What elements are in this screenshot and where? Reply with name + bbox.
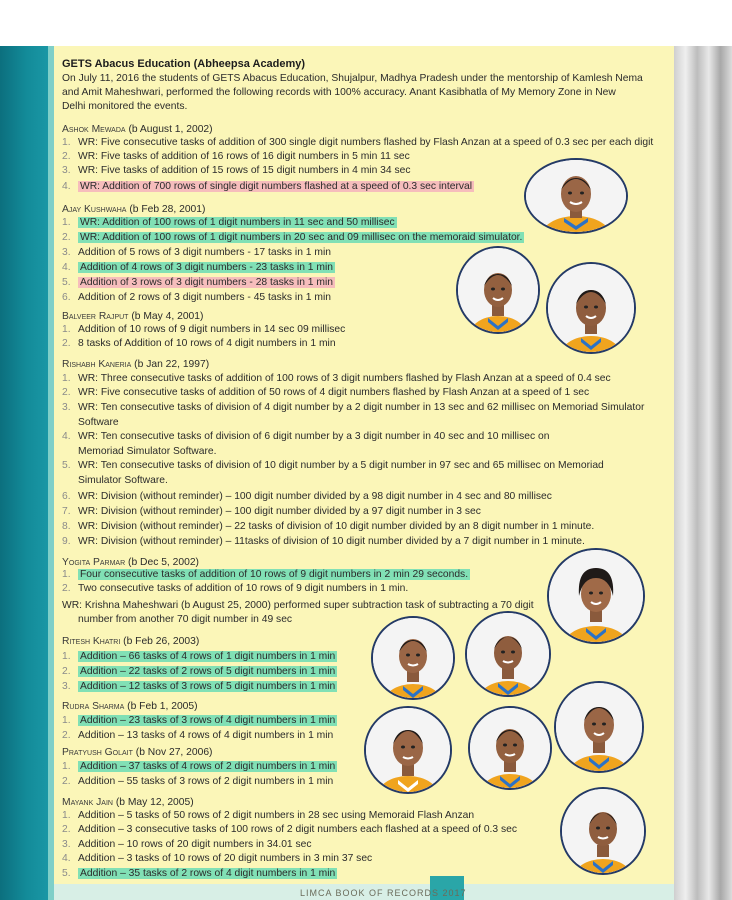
record-item: [62, 535, 585, 548]
record-item: [62, 246, 331, 259]
record-text-highlighted: WR: Addition of 100 rows of 1 digit numbers in 11 sec and 50 millisec: [80, 217, 395, 228]
record-number: 1.: [62, 810, 71, 821]
record-text-highlighted: Addition – 23 tasks of 3 rows of 4 digit numbers in 1 min: [80, 715, 336, 726]
record-item: [62, 231, 524, 244]
record-item: [62, 416, 119, 429]
student-heading: [62, 358, 209, 371]
book-page-edges: [674, 46, 732, 900]
intro-line: Delhi monitored the events.: [62, 101, 188, 112]
record-item: [62, 430, 549, 443]
student-name: Mayank Jain: [62, 797, 113, 808]
record-number: 6.: [62, 491, 71, 502]
student-photo: [547, 548, 645, 644]
record-number: 2.: [62, 387, 71, 398]
student-name: Ajay Kushwaha: [62, 204, 127, 215]
record-item: [62, 760, 337, 773]
student-birth: (b May 4, 2001): [131, 311, 204, 322]
student-heading: [62, 203, 205, 216]
student-heading: [62, 796, 194, 809]
student-birth: (b Dec 5, 2002): [128, 557, 199, 568]
page-top-margin: [0, 0, 732, 46]
record-text: WR: Five consecutive tasks of addition of 50 rows of 4 digit numbers flashed by Flash Anzan at a speed of 1 sec: [78, 387, 590, 398]
record-number: 1.: [62, 324, 71, 335]
record-text: Addition – 3 tasks of 10 rows of 20 digit numbers in 3 min 37 sec: [78, 853, 373, 864]
record-item: [62, 729, 333, 742]
record-text-highlighted: Addition – 35 tasks of 2 rows of 4 digit numbers in 1 min: [80, 868, 336, 879]
record-text: WR: Division (without reminder) – 100 digit number divided by a 98 digit number in 4 sec and 80 millisec: [78, 491, 552, 502]
krishna-record: number from another 70 digit number in 49 sec: [78, 614, 293, 625]
record-text-highlighted: Addition of 3 rows of 3 digit numbers - 28 tasks in 1 min: [80, 277, 333, 288]
record-item: [62, 291, 331, 304]
record-item: [62, 337, 336, 350]
record-text: Simulator Software.: [78, 475, 168, 486]
record-item: [62, 459, 604, 472]
record-item: [62, 490, 552, 503]
record-text: WR: Five consecutive tasks of addition of 300 single digit numbers flashed by Flash Anzan at a speed of 0.3 sec per each digit: [78, 137, 654, 148]
record-item: [62, 323, 345, 336]
record-number: 2.: [62, 776, 71, 787]
record-number: 2.: [62, 338, 71, 349]
record-text: WR: Ten consecutive tasks of division of 6 digit number by a 3 digit number in 40 sec and 10 millisec on: [78, 431, 550, 442]
record-item: [62, 150, 410, 163]
record-item: [62, 838, 312, 851]
record-text-highlighted: Addition – 22 tasks of 2 rows of 5 digit numbers in 1 min: [80, 666, 336, 677]
record-item: [62, 775, 333, 788]
record-number: 2.: [62, 151, 71, 162]
student-photo: [364, 706, 452, 794]
record-text: Software: [78, 417, 119, 428]
record-item: [62, 401, 644, 414]
record-text: Addition of 2 rows of 3 digit numbers - 45 tasks in 1 min: [78, 292, 331, 303]
record-text: WR: Division (without reminder) – 22 tasks of division of 10 digit number divided by an 8 digit number in 1 minute.: [78, 521, 595, 532]
record-item: [62, 582, 408, 595]
record-number: 3.: [62, 839, 71, 850]
student-photo: [524, 158, 628, 234]
record-text: Addition – 13 tasks of 4 rows of 4 digit numbers in 1 min: [78, 730, 334, 741]
footer-book-title: LIMCA BOOK OF RECORDS 2017: [300, 888, 467, 898]
record-text-highlighted: Addition of 4 rows of 3 digit numbers - 23 tasks in 1 min: [80, 262, 333, 273]
page-left-teal-border: [0, 46, 48, 900]
record-number: 1.: [62, 137, 71, 148]
record-text: Addition – 10 rows of 20 digit numbers in 34.01 sec: [78, 839, 312, 850]
record-text-highlighted: Addition – 12 tasks of 3 rows of 5 digit numbers in 1 min: [80, 681, 336, 692]
record-number: 1.: [62, 761, 71, 772]
record-text: Two consecutive tasks of addition of 10 rows of 9 digit numbers in 1 min.: [78, 583, 409, 594]
record-text: WR: Five tasks of addition of 16 rows of 16 digit numbers in 5 min 11 sec: [78, 151, 410, 162]
record-number: 2.: [62, 583, 71, 594]
record-item: [62, 261, 335, 274]
record-number: 2.: [62, 666, 71, 677]
record-text: Addition – 55 tasks of 3 rows of 2 digit numbers in 1 min: [78, 776, 334, 787]
student-birth: (b May 12, 2005): [115, 797, 194, 808]
record-item: [62, 665, 337, 678]
student-photo: [546, 262, 636, 354]
record-item: [62, 823, 517, 836]
student-heading: [62, 635, 199, 648]
intro-line: On July 11, 2016 the students of GETS Abacus Education, Shujalpur, Madhya Pradesh under the mentorship of Kamlesh Nema: [62, 73, 643, 84]
record-item: [62, 714, 337, 727]
record-text: Addition of 10 rows of 9 digit numbers in 14 sec 09 millisec: [78, 324, 346, 335]
record-text-highlighted: WR: Addition of 100 rows of 1 digit numbers in 20 sec and 09 millisec on the memoraid simulator.: [80, 232, 523, 243]
record-item: [62, 867, 337, 880]
student-name: Rishabh Kaneria: [62, 359, 132, 370]
record-text: WR: Ten consecutive tasks of division of 10 digit number by a 5 digit number in 97 sec and 65 millisec on Memoriad: [78, 460, 604, 471]
student-birth: (b August 1, 2002): [128, 124, 213, 135]
student-heading: [62, 746, 212, 759]
record-item: [62, 809, 474, 822]
record-item: [62, 650, 337, 663]
student-name: Yogita Parmar: [62, 557, 126, 568]
record-number: 2.: [62, 730, 71, 741]
record-item: [62, 520, 594, 533]
record-number: 1.: [62, 217, 71, 228]
record-number: 1.: [62, 715, 71, 726]
intro-line: and Amit Maheshwari, performed the following records with 100% accuracy. Anant Kasibhatla of My Memory Zone in New: [62, 87, 616, 98]
krishna-record: WR: Krishna Maheshwari (b August 25, 2000) performed super subtraction task of subtracting a 70 digit: [62, 600, 534, 611]
record-text: WR: Three consecutive tasks of addition of 100 rows of 3 digit numbers flashed by Flash Anzan at a speed of 0.4 sec: [78, 373, 611, 384]
record-text: WR: Five tasks of addition of 15 rows of 15 digit numbers in 4 min 34 sec: [78, 165, 411, 176]
record-text: WR: Division (without reminder) – 100 digit number divided by a 97 digit number in 3 sec: [78, 506, 481, 517]
record-number: 6.: [62, 292, 71, 303]
record-number: 5.: [62, 277, 71, 288]
record-item: [62, 180, 474, 193]
record-text-highlighted: Addition – 37 tasks of 4 rows of 2 digit numbers in 1 min: [80, 761, 336, 772]
record-text-highlighted: WR: Addition of 700 rows of single digit numbers flashed at a speed of 0.3 sec interval: [80, 181, 473, 192]
record-item: [62, 568, 470, 581]
student-birth: (b Jan 22, 1997): [134, 359, 210, 370]
student-birth: (b Feb 1, 2005): [127, 701, 198, 712]
record-number: 8.: [62, 521, 71, 532]
record-number: 9.: [62, 536, 71, 547]
student-photo: [371, 616, 455, 700]
record-item: [62, 216, 397, 229]
student-birth: (b Feb 28, 2001): [129, 204, 206, 215]
student-photo: [554, 681, 644, 773]
record-item: [62, 372, 611, 385]
record-item: [62, 474, 168, 487]
record-number: 1.: [62, 651, 71, 662]
student-heading: [62, 700, 198, 713]
student-heading: [62, 123, 213, 136]
record-number: 3.: [62, 402, 71, 413]
record-item: [62, 445, 217, 458]
student-heading: [62, 310, 203, 323]
page-title: GETS Abacus Education (Abheepsa Academy): [62, 58, 306, 70]
record-text: WR: Ten consecutive tasks of division of 4 digit number by a 2 digit number in 13 sec and 62 millisec on Memoriad Simulator: [78, 402, 645, 413]
record-number: 5.: [62, 868, 71, 879]
record-number: 3.: [62, 247, 71, 258]
student-name: Ashok Mewada: [62, 124, 126, 135]
student-photo: [468, 706, 552, 790]
record-number: 4.: [62, 181, 71, 192]
student-birth: (b Feb 26, 2003): [123, 636, 200, 647]
record-number: 4.: [62, 431, 71, 442]
record-number: 2.: [62, 232, 71, 243]
record-text-highlighted: Addition – 66 tasks of 4 rows of 1 digit numbers in 1 min: [80, 651, 336, 662]
record-item: [62, 136, 653, 149]
student-name: Balveer Rajput: [62, 311, 129, 322]
student-birth: (b Nov 27, 2006): [135, 747, 213, 758]
record-text: Addition – 5 tasks of 50 rows of 2 digit numbers in 28 sec using Memoraid Flash Anzan: [78, 810, 475, 821]
record-item: [62, 680, 337, 693]
record-number: 4.: [62, 853, 71, 864]
record-item: [62, 164, 411, 177]
student-name: Ritesh Khatri: [62, 636, 121, 647]
record-number: 1.: [62, 373, 71, 384]
record-text: Addition – 3 consecutive tasks of 100 rows of 2 digit numbers each flashed at a speed of 0.3 sec: [78, 824, 518, 835]
record-item: [62, 505, 481, 518]
record-text: Addition of 5 rows of 3 digit numbers - 17 tasks in 1 min: [78, 247, 331, 258]
student-photo: [560, 787, 646, 875]
record-number: 2.: [62, 824, 71, 835]
student-photo: [456, 246, 540, 334]
record-text-highlighted: Four consecutive tasks of addition of 10 rows of 9 digit numbers in 2 min 29 seconds.: [80, 569, 469, 580]
record-number: 3.: [62, 165, 71, 176]
record-number: 7.: [62, 506, 71, 517]
record-number: 5.: [62, 460, 71, 471]
record-item: [62, 852, 372, 865]
record-text: 8 tasks of Addition of 10 rows of 4 digit numbers in 1 min: [78, 338, 336, 349]
student-photo: [465, 611, 551, 697]
record-text: Memoriad Simulator Software.: [78, 446, 217, 457]
record-number: 4.: [62, 262, 71, 273]
record-item: [62, 276, 335, 289]
student-name: Rudra Sharma: [62, 701, 125, 712]
record-number: 3.: [62, 681, 71, 692]
record-item: [62, 386, 589, 399]
record-text: WR: Division (without reminder) – 11tasks of division of 10 digit number divided by a 7 digit number in 1 minute.: [78, 536, 585, 547]
record-number: 1.: [62, 569, 71, 580]
student-name: Pratyush Golait: [62, 747, 133, 758]
